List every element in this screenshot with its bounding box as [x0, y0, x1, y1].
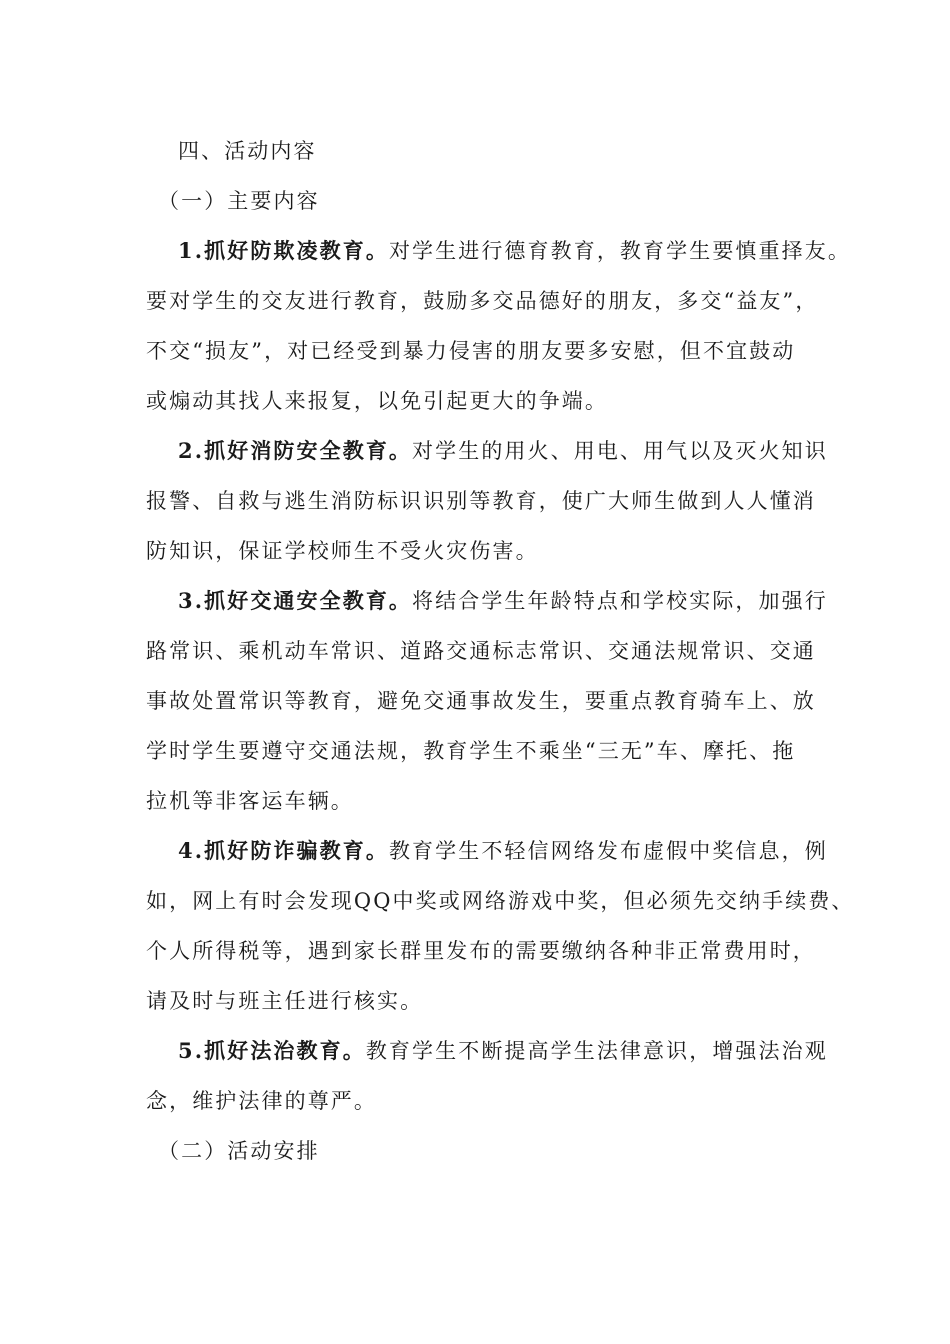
- item-4-first-line: [178, 836, 828, 866]
- item-1-title: 1.抓好防欺凌教育。: [178, 238, 389, 263]
- item-4-text: 教育学生不轻信网络发布虚假中奖信息，例: [388, 839, 828, 863]
- item-3-title: 3.抓好交通安全教育。: [178, 588, 413, 613]
- item-2-line: 报警、自救与逃生消防标识识别等教育，使广大师生做到人人懂消: [146, 489, 816, 513]
- item-1-first-line: [178, 236, 851, 266]
- item-2-first-line: [178, 436, 828, 466]
- sub-heading-main-content: （一）主要内容: [158, 189, 320, 213]
- item-3-line: 拉机等非客运车辆。: [146, 789, 354, 813]
- item-4-line: 个人所得税等，遇到家长群里发布的需要缴纳各种非正常费用时，: [146, 939, 816, 963]
- item-3-line: 事故处置常识等教育，避免交通事故发生，要重点教育骑车上、放: [146, 689, 816, 713]
- item-4-line: 如，网上有时会发现QQ中奖或网络游戏中奖，但必须先交纳手续费、: [146, 889, 855, 913]
- item-1-line: 要对学生的交友进行教育，鼓励多交品德好的朋友，多交“益友”，: [146, 289, 819, 313]
- item-1-line: 不交“损友”，对已经受到暴力侵害的朋友要多安慰，但不宜鼓动: [146, 339, 796, 363]
- item-4-title: 4.抓好防诈骗教育。: [178, 838, 389, 863]
- item-3-line: 路常识、乘机动车常识、道路交通标志常识、交通法规常识、交通: [146, 639, 816, 663]
- section-heading: 四、活动内容: [178, 139, 317, 163]
- item-2-text: 对学生的用火、用电、用气以及灭火知识: [412, 439, 828, 463]
- item-5-text: 教育学生不断提高学生法律意识，增强法治观: [365, 1039, 828, 1063]
- item-3-line: 学时学生要遵守交通法规，教育学生不乘坐“三无”车、摩托、拖: [146, 739, 796, 763]
- item-1-line: 或煽动其找人来报复，以免引起更大的争端。: [146, 389, 608, 413]
- item-5-title: 5.抓好法治教育。: [178, 1038, 366, 1063]
- item-3-first-line: [178, 586, 828, 616]
- item-1-text: 对学生进行德育教育，教育学生要慎重择友。: [388, 239, 851, 263]
- item-3-text: 将结合学生年龄特点和学校实际，加强行: [412, 589, 828, 613]
- item-5-line: 念，维护法律的尊严。: [146, 1089, 377, 1113]
- item-4-line: 请及时与班主任进行核实。: [146, 989, 424, 1013]
- item-2-title: 2.抓好消防安全教育。: [178, 438, 413, 463]
- item-2-line: 防知识，保证学校师生不受火灾伤害。: [146, 539, 539, 563]
- item-5-first-line: [178, 1036, 828, 1066]
- sub-heading-activity-schedule: （二）活动安排: [158, 1139, 320, 1163]
